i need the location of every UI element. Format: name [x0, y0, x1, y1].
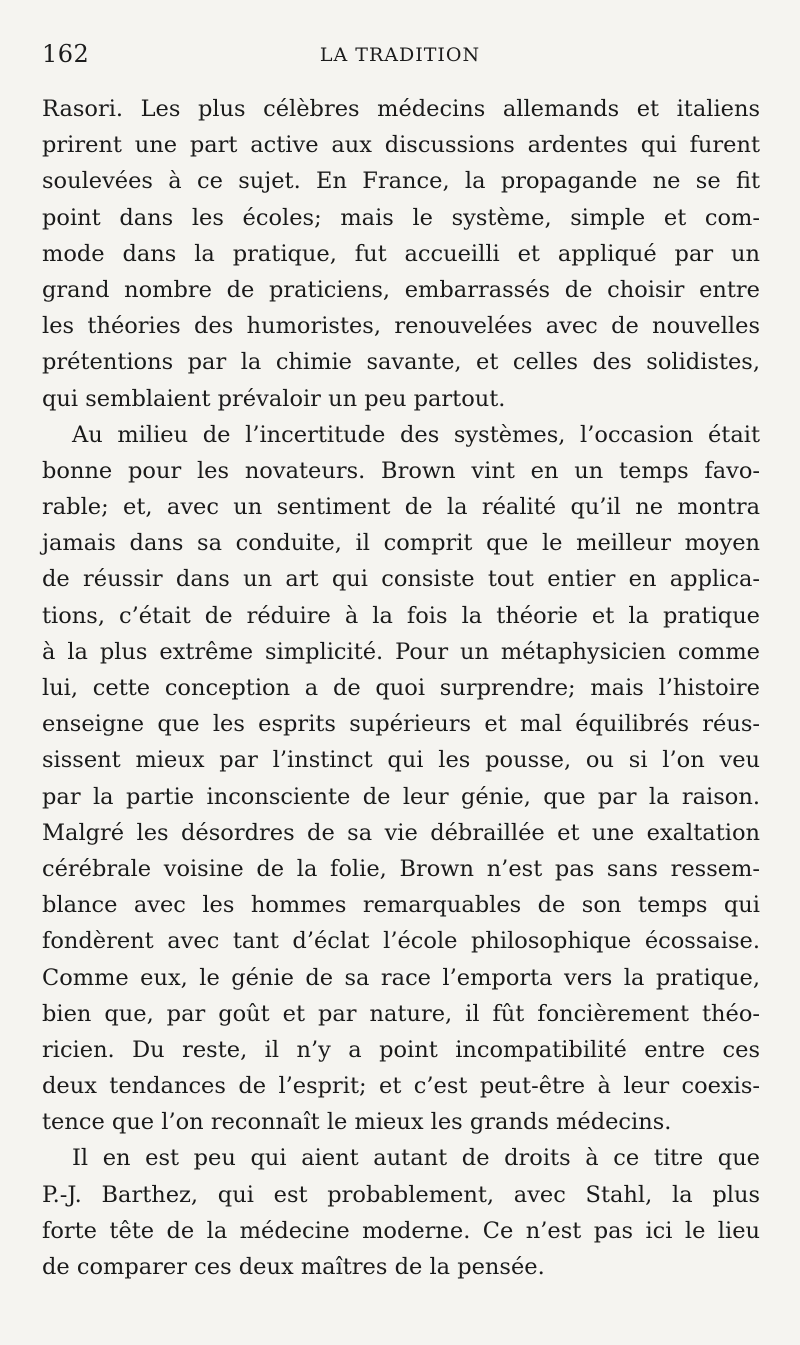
text-line: rable; et, avec un sentiment de la réalité qu’il ne montra: [42, 494, 760, 521]
text-line: Il en est peu qui aient autant de droits à ce titre que: [72, 1145, 760, 1172]
text-line: qui semblaient prévaloir un peu partout.: [42, 385, 506, 412]
text-line: blance avec les hommes remarquables de son temps qui: [42, 892, 760, 919]
paragraph-2: [42, 417, 760, 1141]
text-line: point dans les écoles; mais le système, simple et com-: [42, 204, 760, 231]
text-line: bonne pour les novateurs. Brown vint en un temps favo-: [42, 457, 760, 484]
text-line: Rasori. Les plus célèbres médecins allemands et italiens: [42, 96, 760, 122]
text-line: les théories des humoristes, renouvelées avec de nouvelles: [42, 313, 760, 340]
text-line: de réussir dans un art qui consiste tout entier en applica-: [42, 566, 760, 593]
paragraph-3: [42, 1140, 760, 1285]
page-number: 162: [42, 40, 90, 68]
page-header: [42, 40, 758, 76]
text-line: Au milieu de l’incertitude des systèmes, l’occasion était: [72, 421, 760, 448]
text-line: tions, c’était de réduire à la fois la théorie et la pratique: [42, 602, 760, 629]
text-line: ricien. Du reste, il n’y a point incompatibilité entre ces: [42, 1036, 760, 1063]
text-line: soulevées à ce sujet. En France, la propagande ne se fit: [42, 168, 760, 195]
text-line: Malgré les désordres de sa vie débraillée et une exaltation: [42, 819, 760, 846]
text-line: grand nombre de praticiens, embarrassés de choisir entre: [42, 276, 760, 303]
text-line: bien que, par goût et par nature, il fût foncièrement théo-: [42, 1000, 760, 1027]
text-line: prirent une part active aux discussions ardentes qui furent: [42, 132, 760, 159]
text-line: jamais dans sa conduite, il comprit que le meilleur moyen: [42, 530, 760, 557]
text-line: fondèrent avec tant d’éclat l’école philosophique écossaise.: [42, 928, 760, 955]
text-line: à la plus extrême simplicité. Pour un métaphysicien comme: [42, 638, 760, 665]
text-line: mode dans la pratique, fut accueilli et appliqué par un: [42, 240, 760, 267]
text-line: par la partie inconsciente de leur génie, que par la raison.: [42, 783, 760, 810]
text-line: tence que l’on reconnaît le mieux les grands médecins.: [42, 1109, 672, 1136]
text-line: sissent mieux par l’instinct qui les pousse, ou si l’on veu: [42, 747, 760, 774]
running-title: LA TRADITION: [319, 44, 481, 66]
paragraph-1: [42, 91, 760, 417]
text-line: P.-J. Barthez, qui est probablement, avec Stahl, la plus: [42, 1181, 760, 1208]
text-line: lui, cette conception a de quoi surprendre; mais l’histoire: [42, 675, 760, 701]
text-line: enseigne que les esprits supérieurs et mal équilibrés réus-: [42, 711, 760, 738]
text-line: cérébrale voisine de la folie, Brown n’est pas sans ressem-: [42, 855, 760, 882]
text-line: forte tête de la médecine moderne. Ce n’est pas ici le lieu: [42, 1217, 760, 1244]
text-line: Comme eux, le génie de sa race l’emporta vers la pratique,: [42, 964, 760, 991]
body-text: [42, 91, 760, 1285]
text-line: de comparer ces deux maîtres de la pensée.: [42, 1254, 545, 1280]
text-line: prétentions par la chimie savante, et celles des solidistes,: [42, 349, 760, 376]
text-line: deux tendances de l’esprit; et c’est peut-être à leur coexis-: [42, 1073, 760, 1100]
